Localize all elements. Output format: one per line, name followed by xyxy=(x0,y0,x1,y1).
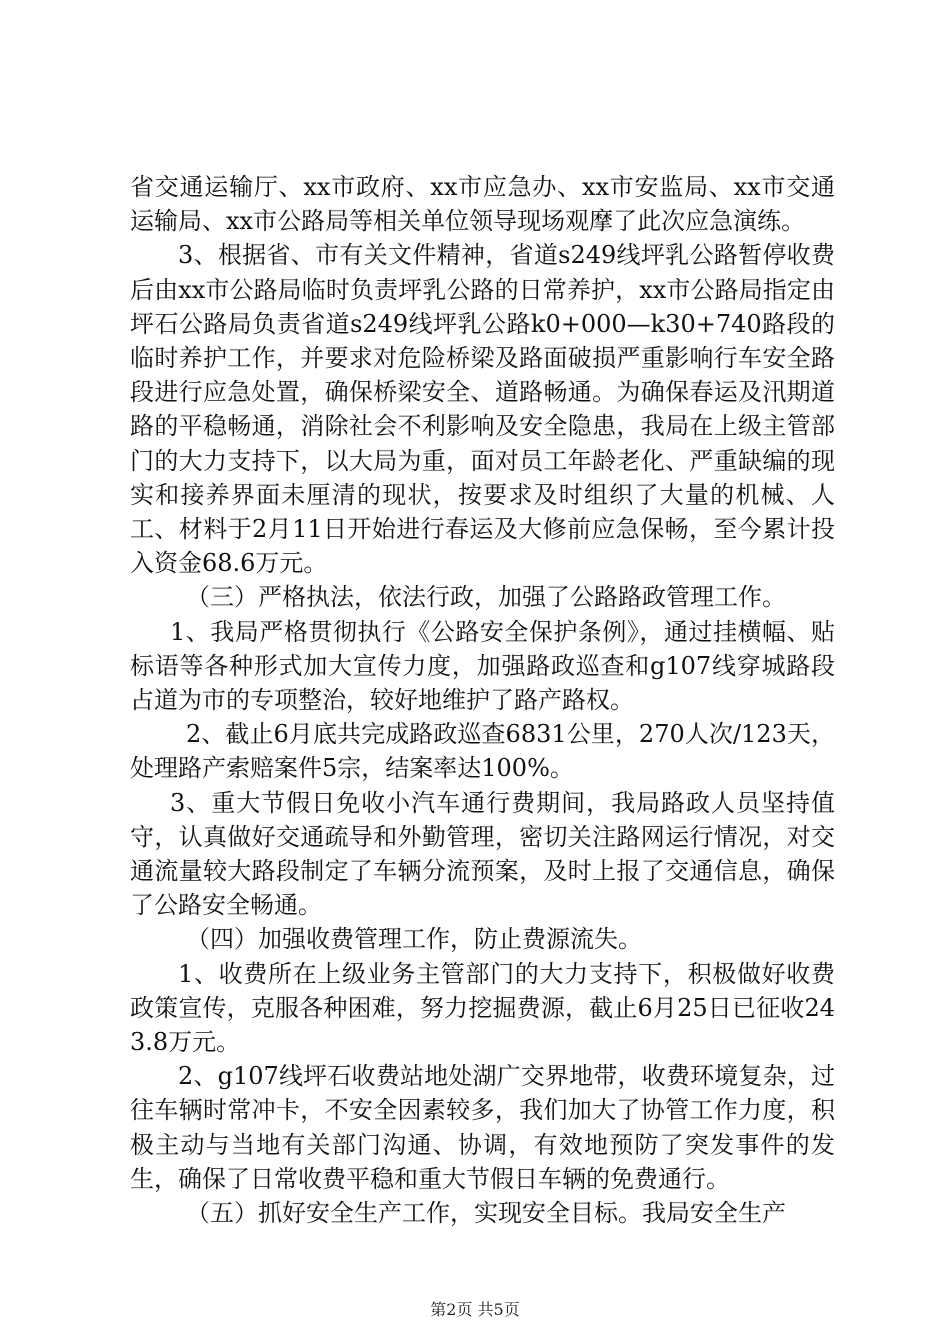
paragraph-road-admin-1: 1、我局严格贯彻执行《公路安全保护条例》，通过挂横幅、贴标语等各种形式加大宣传力度，加强路政巡查和g107线穿城路段占道为市的专项整治，较好地维护了路产路权。 xyxy=(130,617,835,715)
paragraph-road-admin-2: 2、截止6月底共完成路政巡查6831公里，270人次/123天，处理路产索赔案件5宗，结案率达100%。 xyxy=(130,720,835,783)
document-body xyxy=(130,170,835,1230)
paragraph-observers: 省交通运输厅、xx市政府、xx市应急办、xx市安监局、xx市交通运输局、xx市公路局等相关单位领导现场观摩了此次应急演练。 xyxy=(130,173,835,236)
section-heading-4: （四）加强收费管理工作，防止费源流失。 xyxy=(186,925,642,954)
paragraph-road-admin-3: 3、重大节假日免收小汽车通行费期间，我局路政人员坚持值守，认真做好交通疏导和外勤管理，密切关注路网运行情况，对交通流量较大路段制定了车辆分流预案，及时上报了交通信息，确保了公路安全畅通。 xyxy=(130,788,835,920)
paragraph-toll-2: 2、g107线坪石收费站地处湖广交界地带，收费环境复杂，过往车辆时常冲卡，不安全因素较多，我们加大了协管工作力度，积极主动与当地有关部门沟通、协调，有效地预防了突发事件的发生，确保了日常收费平稳和重大节假日车辆的免费通行。 xyxy=(130,1062,835,1193)
paragraph-item-3-maintenance: 3、根据省、市有关文件精神，省道s249线坪乳公路暂停收费后由xx市公路局临时负责坪乳公路的日常养护，xx市公路局指定由坪石公路局负责省道s249线坪乳公路k0+000—k30+740路段的临时养护工作，并要求对危险桥梁及路面破损严重影响行车安全路段进行应急处置，确保桥梁安全、道路畅通。为确保春运及汛期道路的平稳畅通，消除社会不利影响及安全隐患，我局在上级主管部门的大力支持下，以大局为重，面对员工年龄老化、严重缺编的现实和接养界面未厘清的现状，按要求及时组织了大量的机械、人工、材料于2月11日开始进行春运及大修前应急保畅，至今累计投入资金68.6万元。 xyxy=(130,241,835,578)
section-heading-5: （五）抓好安全生产工作，实现安全目标。我局安全生产 xyxy=(186,1199,786,1228)
section-heading-3: （三）严格执法，依法行政，加强了公路路政管理工作。 xyxy=(186,583,786,612)
paragraph-toll-1: 1、收费所在上级业务主管部门的大力支持下，积极做好收费政策宣传，克服各种困难，努力挖掘费源，截止6月25日已征收243.8万元。 xyxy=(130,959,835,1057)
page-number: 第2页 共5页 xyxy=(430,1300,520,1319)
